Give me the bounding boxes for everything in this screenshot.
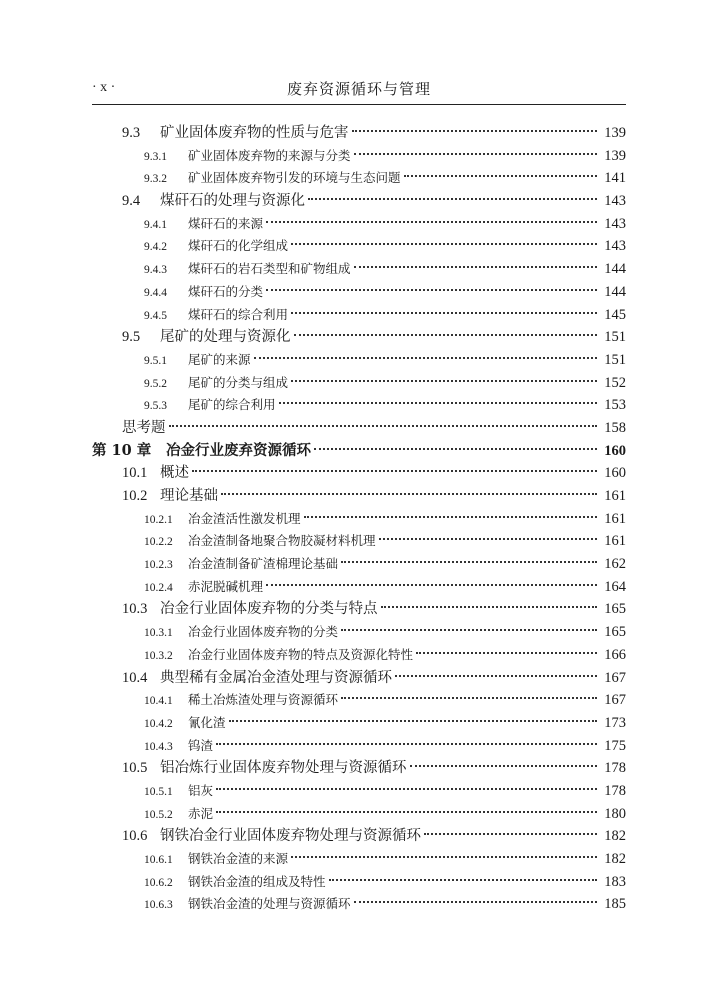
dot-leader — [291, 380, 597, 382]
dot-leader — [341, 629, 597, 631]
dot-leader — [216, 743, 597, 745]
toc-entry-section[interactable] — [92, 190, 626, 213]
toc-entry-page: 165 — [604, 601, 626, 618]
toc-entry-number: 10.6.2 — [144, 876, 173, 889]
toc-entry-section[interactable] — [92, 757, 626, 780]
toc-entry-number: 10.6 — [122, 828, 148, 845]
toc-entry-section[interactable] — [92, 825, 626, 848]
toc-entry-title: 煤矸石的处理与资源化 — [160, 193, 305, 210]
toc-entry-title: 尾矿的综合利用 — [188, 397, 276, 413]
toc-entry-page: 162 — [604, 556, 626, 573]
toc-entry-sub[interactable] — [92, 349, 626, 372]
toc-entry-sub[interactable] — [92, 848, 626, 871]
dot-leader — [410, 765, 598, 767]
toc-entry-section[interactable] — [92, 122, 626, 145]
toc-entry-title: 概述 — [160, 465, 189, 482]
toc-entry-number: 10.5.1 — [144, 785, 173, 798]
toc-entry-page: 166 — [604, 646, 626, 663]
toc-entry-title: 稀土冶炼渣处理与资源循环 — [188, 692, 339, 708]
toc-entry-sub[interactable] — [92, 235, 626, 258]
toc-entry-title: 尾矿的分类与组成 — [188, 374, 289, 390]
dot-leader — [221, 493, 597, 495]
toc-entry-title: 典型稀有金属冶金渣处理与资源循环 — [160, 669, 392, 686]
toc-entry-sub[interactable] — [92, 372, 626, 395]
toc-entry-number: 9.5 — [122, 329, 141, 346]
toc-entry-page: 161 — [604, 510, 626, 527]
toc-entry-number: 10.5 — [122, 760, 148, 777]
toc-entry-title: 尾矿的处理与资源化 — [160, 329, 291, 346]
toc-entry-sub[interactable] — [92, 394, 626, 417]
toc-entry-sub[interactable] — [92, 304, 626, 327]
toc-entry-number: 10.6.3 — [144, 899, 173, 912]
toc-entry-number: 10.2.2 — [144, 536, 173, 549]
toc-entry-title: 理论基础 — [160, 488, 218, 504]
toc-entry-number: 10.2 — [122, 488, 148, 504]
toc-entry-number: 9.4.3 — [144, 264, 167, 277]
toc-entry-chapter[interactable] — [92, 440, 626, 463]
dot-leader — [266, 221, 597, 223]
dot-leader — [379, 538, 597, 540]
toc-entry-sub[interactable] — [92, 803, 626, 826]
toc-entry-number: 10.3.1 — [144, 627, 173, 640]
toc-entry-number: 9.5.1 — [144, 354, 167, 367]
dot-leader — [404, 175, 597, 177]
dot-leader — [254, 357, 597, 359]
dot-leader — [341, 561, 597, 563]
dot-leader — [424, 833, 597, 835]
toc-entry-number: 9.3.2 — [144, 173, 167, 186]
toc-entry-sub[interactable] — [92, 644, 626, 667]
toc-entry-page: 152 — [604, 374, 626, 391]
toc-entry-page: 143 — [604, 193, 626, 210]
toc-entry-title: 赤泥 — [188, 805, 214, 821]
toc-entry-number: 第 10 章 — [92, 441, 152, 459]
toc-entry-title: 钨渣 — [188, 737, 214, 753]
toc-entry-title: 尾矿的来源 — [188, 351, 251, 367]
toc-entry-number: 9.4.4 — [144, 286, 167, 299]
toc-entry-number: 10.4.1 — [144, 695, 173, 708]
toc-entry-number: 10.3.2 — [144, 649, 173, 662]
toc-entry-page: 167 — [604, 669, 626, 686]
dot-leader — [304, 516, 597, 518]
toc-entry-title: 钢铁冶金行业固体废弃物处理与资源循环 — [160, 828, 421, 845]
toc-entry-title: 铝灰 — [188, 782, 214, 798]
dot-leader — [266, 289, 597, 291]
dot-leader — [381, 606, 598, 608]
dot-leader — [294, 334, 598, 336]
toc-entry-page: 175 — [604, 737, 626, 754]
toc-entry-page: 183 — [604, 873, 626, 890]
toc-entry-title: 矿业固体废弃物的来源与分类 — [188, 147, 351, 163]
dot-leader — [395, 675, 597, 677]
toc-entry-title: 煤矸石的岩石类型和矿物组成 — [188, 261, 351, 277]
toc-entry-page: 160 — [604, 465, 626, 482]
dot-leader — [291, 243, 597, 245]
toc-entry-title: 冶金渣制备地聚合物胶凝材料机理 — [188, 533, 376, 549]
toc-entry-number: 9.4.5 — [144, 309, 167, 322]
toc-entry-sub[interactable] — [92, 167, 626, 190]
toc-entry-number: 9.5.3 — [144, 400, 167, 413]
toc-entry-number: 9.4.2 — [144, 241, 167, 254]
toc-entry-title: 煤矸石的来源 — [188, 215, 264, 231]
dot-leader — [216, 788, 597, 790]
toc-entry-page: 160 — [604, 442, 626, 459]
toc-entry-page: 139 — [604, 125, 626, 141]
toc-entry-title: 冶金渣活性激发机理 — [188, 510, 301, 526]
toc-entry-sub[interactable] — [92, 213, 626, 236]
toc-entry-title: 冶金渣制备矿渣棉理论基础 — [188, 556, 339, 572]
dot-leader — [291, 856, 597, 858]
toc-entry-sub[interactable] — [92, 735, 626, 758]
toc-entry-title: 赤泥脱碱机理 — [188, 578, 264, 594]
toc-entry-page: 180 — [604, 805, 626, 822]
toc-entry-title: 冶金行业固体废弃物的分类 — [188, 624, 339, 640]
toc-entry-title: 钢铁冶金渣的来源 — [188, 851, 289, 866]
toc-entry-section[interactable] — [92, 667, 626, 690]
toc-entry-title: 冶金行业固体废弃物的分类与特点 — [160, 601, 378, 618]
toc-entry-sub[interactable] — [92, 712, 626, 735]
toc-entry-section[interactable] — [92, 462, 626, 485]
toc-entry-sub[interactable] — [92, 145, 626, 168]
toc-entry-page: 165 — [604, 624, 626, 641]
toc-entry-sub[interactable] — [92, 689, 626, 712]
toc-entry-sub[interactable] — [92, 258, 626, 281]
dot-leader — [354, 901, 597, 903]
toc-entry-number: 10.5.2 — [144, 808, 173, 821]
toc-entry-number: 9.3 — [122, 125, 141, 141]
toc-entry-page: 161 — [604, 533, 626, 550]
toc-entry-title: 煤矸石的分类 — [188, 283, 264, 299]
toc-entry-title: 煤矸石的综合利用 — [188, 306, 289, 322]
toc-entry-number: 10.2.1 — [144, 513, 173, 526]
toc-entry-page: 173 — [604, 714, 626, 731]
toc-entry-sub[interactable] — [92, 576, 626, 599]
toc-entry-page: 185 — [604, 896, 626, 913]
table-of-contents — [92, 122, 626, 916]
toc-entry-sub[interactable] — [92, 530, 626, 553]
toc-entry-sub[interactable] — [92, 621, 626, 644]
toc-entry-page: 153 — [604, 397, 626, 414]
toc-entry-page: 158 — [604, 419, 626, 436]
toc-entry-page: 143 — [604, 238, 626, 255]
toc-entry-section[interactable] — [92, 598, 626, 621]
toc-entry-section[interactable] — [92, 326, 626, 349]
toc-entry-number: 10.1 — [122, 465, 148, 482]
toc-entry-number: 10.4.3 — [144, 740, 173, 753]
toc-entry-number: 10.4.2 — [144, 717, 173, 730]
toc-entry-page: 143 — [604, 215, 626, 232]
toc-entry-page: 178 — [604, 782, 626, 799]
dot-leader — [308, 198, 597, 200]
toc-entry-page: 167 — [604, 692, 626, 709]
toc-entry-page: 178 — [604, 760, 626, 777]
toc-entry-title: 矿业固体废弃物的性质与危害 — [160, 125, 349, 141]
dot-leader — [279, 402, 597, 404]
toc-entry-sub[interactable] — [92, 893, 626, 916]
toc-entry-sub[interactable] — [92, 780, 626, 803]
toc-entry-title: 钢铁冶金渣的组成及特性 — [188, 873, 326, 889]
toc-entry-number: 10.6.1 — [144, 854, 173, 866]
toc-entry-page: 144 — [604, 283, 626, 300]
toc-entry-page: 151 — [604, 329, 626, 346]
dot-leader — [341, 697, 597, 699]
toc-entry-page: 144 — [604, 261, 626, 278]
toc-entry-section[interactable] — [92, 485, 626, 508]
toc-entry-number: 9.3.1 — [144, 150, 167, 163]
dot-leader — [416, 652, 597, 654]
dot-leader — [192, 470, 597, 472]
toc-entry-page: 161 — [604, 488, 626, 504]
toc-entry-page: 182 — [604, 851, 626, 867]
toc-entry-title: 矿业固体废弃物引发的环境与生态问题 — [188, 170, 401, 186]
dot-leader — [354, 153, 597, 155]
running-header — [92, 78, 626, 105]
toc-entry-number: 10.2.4 — [144, 581, 173, 594]
toc-entry-sub[interactable] — [92, 553, 626, 576]
toc-entry-page: 182 — [604, 828, 626, 845]
toc-entry-number: 10.4 — [122, 669, 148, 686]
toc-entry-sub[interactable] — [92, 871, 626, 894]
toc-entry-page: 151 — [604, 351, 626, 368]
toc-entry-page: 139 — [604, 147, 626, 164]
toc-entry-number: 9.4.1 — [144, 218, 167, 231]
toc-entry-page: 164 — [604, 578, 626, 595]
toc-entry-plain[interactable] — [92, 417, 626, 440]
page-number: · x · — [92, 80, 116, 95]
toc-entry-page: 145 — [604, 306, 626, 323]
toc-entry-number: 9.5.2 — [144, 377, 167, 390]
toc-entry-title: 思考题 — [122, 419, 166, 436]
toc-entry-number: 9.4 — [122, 193, 141, 210]
toc-entry-page: 141 — [604, 170, 626, 187]
toc-entry-title: 铝冶炼行业固体废弃物处理与资源循环 — [160, 760, 407, 777]
dot-leader — [216, 811, 597, 813]
dot-leader — [329, 879, 597, 881]
dot-leader — [229, 720, 597, 722]
toc-entry-title: 氰化渣 — [188, 714, 226, 730]
toc-entry-title: 煤矸石的化学组成 — [188, 238, 289, 254]
dot-leader — [354, 266, 597, 268]
dot-leader — [169, 425, 598, 427]
toc-entry-sub[interactable] — [92, 508, 626, 531]
dot-leader — [314, 448, 597, 450]
toc-entry-sub[interactable] — [92, 281, 626, 304]
toc-entry-title: 钢铁冶金渣的处理与资源循环 — [188, 896, 351, 912]
toc-entry-title: 冶金行业废弃资源循环 — [166, 441, 311, 459]
dot-leader — [266, 584, 597, 586]
book-title: 废弃资源循环与管理 — [286, 80, 431, 98]
toc-entry-title: 冶金行业固体废弃物的特点及资源化特性 — [188, 646, 414, 662]
dot-leader — [291, 312, 597, 314]
toc-entry-number: 10.3 — [122, 601, 148, 618]
dot-leader — [352, 130, 598, 132]
toc-entry-number: 10.2.3 — [144, 559, 173, 572]
